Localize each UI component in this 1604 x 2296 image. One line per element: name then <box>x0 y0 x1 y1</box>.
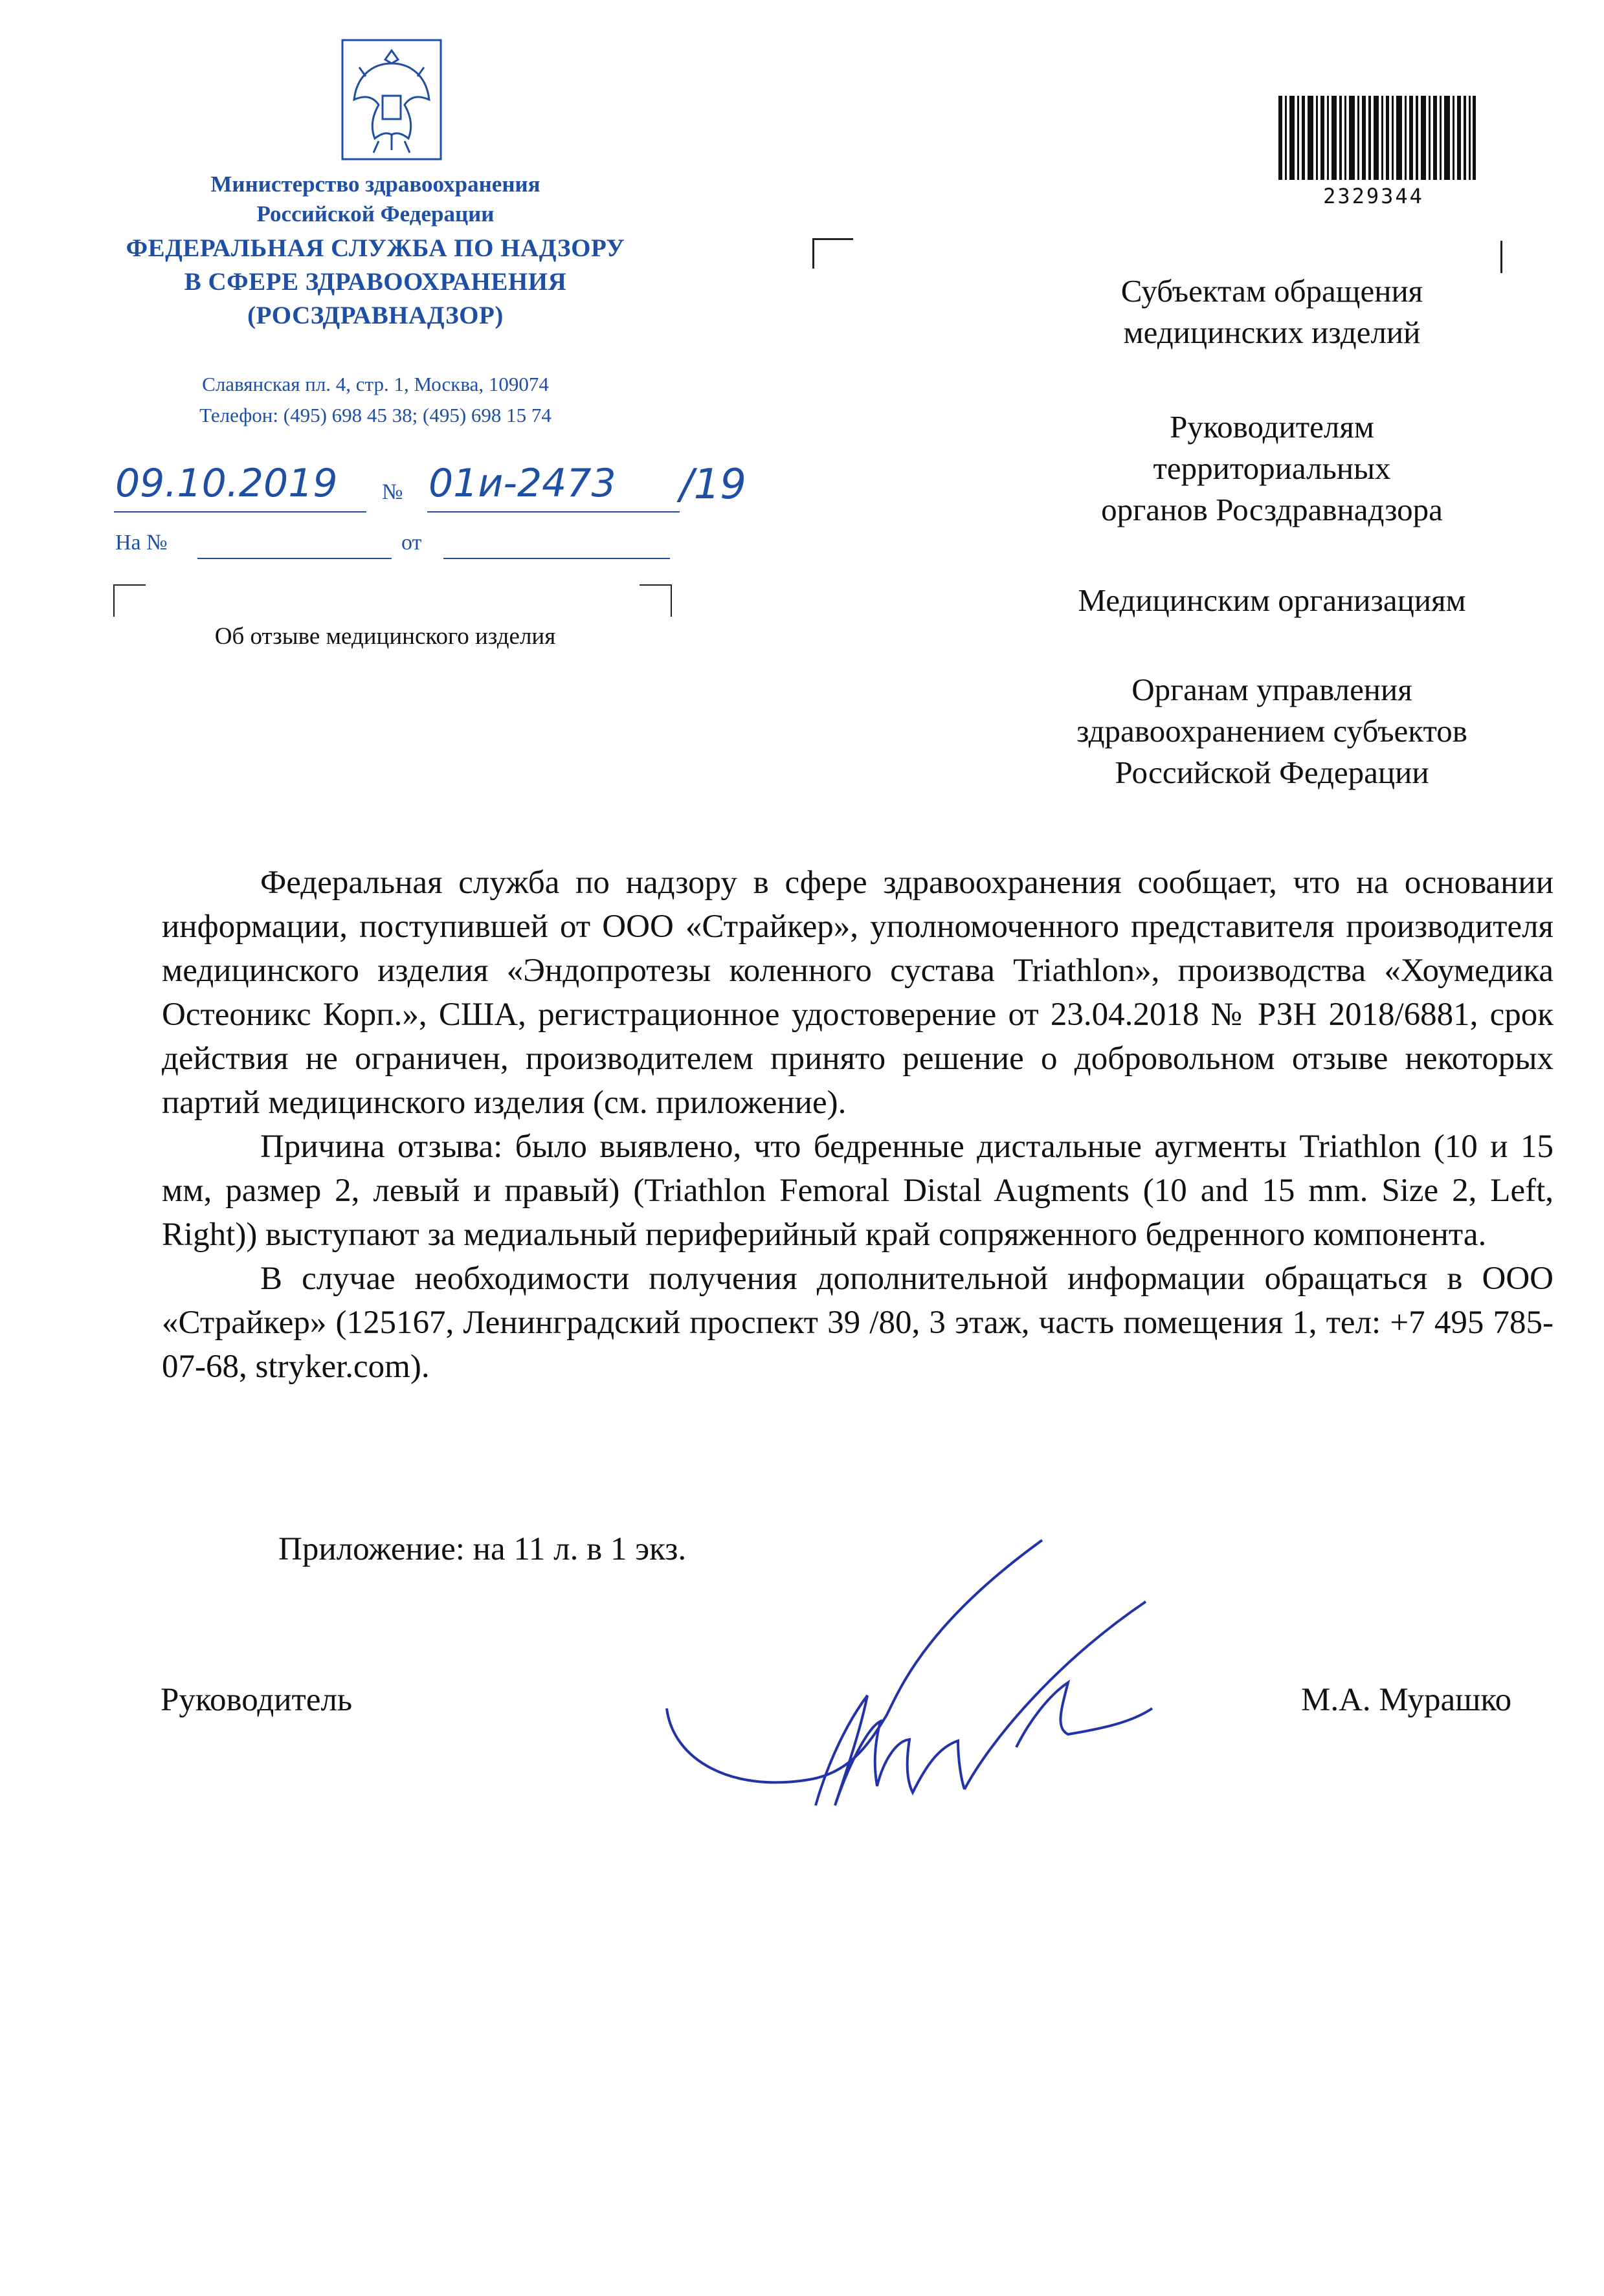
barcode <box>1278 96 1476 180</box>
date-underline <box>114 511 366 513</box>
service-line: В СФЕРЕ ЗДРАВООХРАНЕНИЯ <box>184 268 567 296</box>
contact-block <box>97 369 654 431</box>
appendix-note: Приложение: на 11 л. в 1 экз. <box>278 1531 687 1567</box>
signer-title: Руководитель <box>161 1682 353 1718</box>
addressee-line: Медицинским организациям <box>1078 582 1466 618</box>
addressee-bracket-left <box>812 238 853 269</box>
addressee-line: территориальных <box>1153 450 1391 486</box>
signature-mark <box>654 1534 1159 1831</box>
address: Славянская пл. 4, стр. 1, Москва, 109074 <box>202 373 549 395</box>
addressee-line: Российской Федерации <box>1115 755 1429 790</box>
registration-date: 09.10.2019 <box>115 461 338 506</box>
service-name <box>97 232 654 333</box>
subject-bracket-right <box>640 584 672 617</box>
subject-bracket-left <box>113 584 146 617</box>
addressee-line: Субъектам обращения <box>1120 273 1423 309</box>
body-paragraph: В случае необходимости получения дополнительной информации обращаться в ООО «Страйкер» (125167, Ленинградский проспект 39 /80, 3 этаж, часть помещения 1, тел: +7 495 785-07-68, stryker.com). <box>162 1261 1554 1385</box>
number-sign: № <box>382 480 403 504</box>
from-blank <box>443 558 670 559</box>
addressee-group <box>932 669 1604 793</box>
body-paragraph: Федеральная служба по надзору в сфере здравоохранения сообщает, что на основании информации, поступившей от ООО «Страйкер», уполномоченного представителя производителя медицинского изделия «Эндопротезы коленного сустава Triathlon», производства «Хоумедика Остеоникс Корп.», США, регистрационное удостоверение от 23.04.2018 № РЗН 2018/6881, срок действия не ограничен, производителем принято решение о добровольном отзыве некоторых партий медицинского изделия (см. приложение). <box>162 865 1554 1121</box>
number-underline <box>427 511 680 513</box>
subject-line: Об отзыве медицинского изделия <box>214 623 556 650</box>
letter-body <box>162 861 1554 1389</box>
body-paragraph: Причина отзыва: было выявлено, что бедренные дистальные аугменты Triathlon (10 и 15 мм, размер 2, левый и правый) (Triathlon Femoral Distal Augments (10 and 15 mm. Size 2, Left, Right)) выступают за медиальный периферийный край сопряженного бедренного компонента. <box>162 1129 1554 1253</box>
reply-to-label: На № <box>115 531 168 555</box>
phone: Телефон: (495) 698 45 38; (495) 698 15 74 <box>199 404 551 426</box>
reply-to-blank <box>197 558 392 559</box>
barcode-number: 2329344 <box>1323 184 1424 208</box>
addressee-line: Органам управления <box>1131 672 1412 707</box>
registration-number: 01и-2473 <box>429 461 616 506</box>
signer-name: М.А. Мурашко <box>1301 1682 1512 1718</box>
service-line: ФЕДЕРАЛЬНАЯ СЛУЖБА ПО НАДЗОРУ <box>126 234 625 262</box>
addressee-group <box>932 406 1604 531</box>
registration-number-suffix: /19 <box>680 461 746 509</box>
addressee-bracket-right <box>1500 241 1502 273</box>
service-line: (РОСЗДРАВНАДЗОР) <box>247 302 504 329</box>
from-label: от <box>401 531 422 555</box>
addressee-group <box>932 270 1604 353</box>
ministry-name <box>97 170 654 229</box>
coat-of-arms-icon <box>340 38 443 162</box>
addressee-line: органов Росздравнадзора <box>1101 492 1443 527</box>
addressee-line: здравоохранением субъектов <box>1076 713 1467 749</box>
addressee-group <box>932 580 1604 621</box>
addressee-line: медицинских изделий <box>1123 315 1421 350</box>
ministry-line: Российской Федерации <box>256 201 495 226</box>
addressee-line: Руководителям <box>1170 409 1374 445</box>
ministry-line: Министерство здравоохранения <box>210 171 540 197</box>
